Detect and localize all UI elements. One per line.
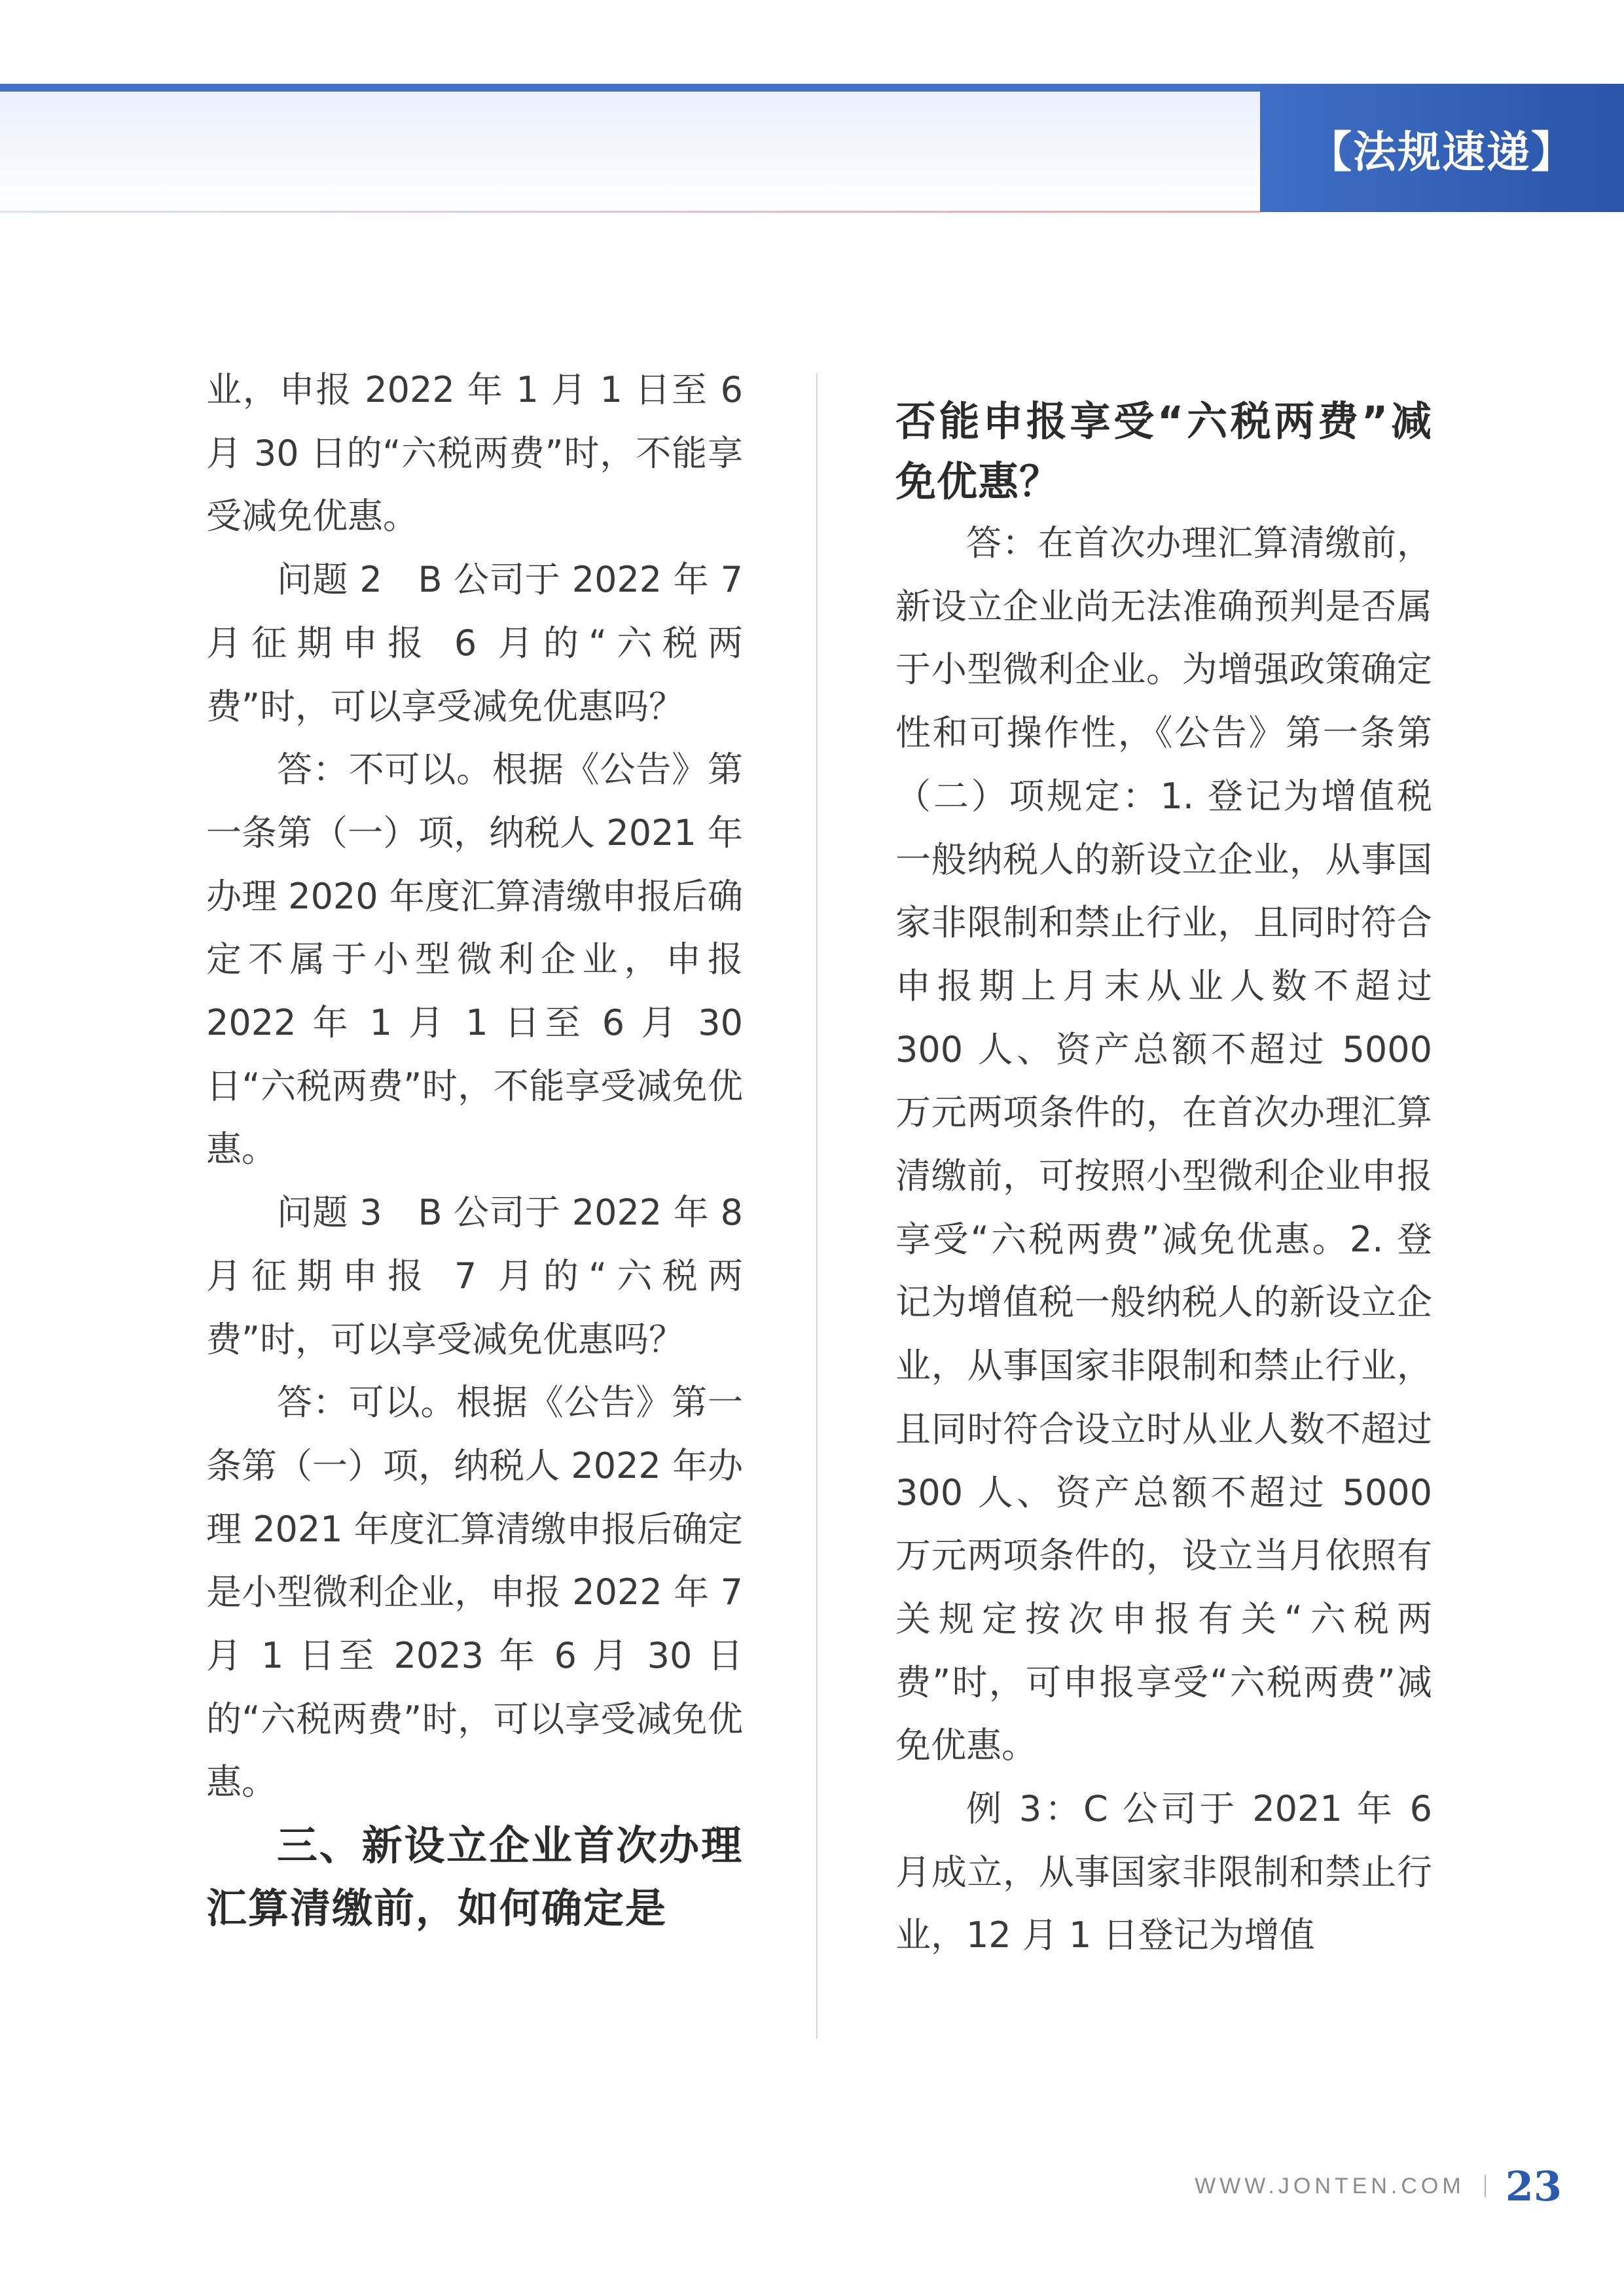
right-paragraph-1: 答：在首次办理汇算清缴前，新设立企业尚无法准确预判是否属于小型微利企业。为增强政策确定性和可操作性，《公告》第一条第（二）项规定：1. 登记为增值税一般纳税人的新设立企业，从事国家非限制和禁止行业，且同时符合申报期上月末从业人数不超过 300 人、资产总额不超过 5000 万元两项条件的，在首次办理汇算清缴前，可按照小型微利企业申报享受“六税两费”减免优惠。2. 登记为增值税一般纳税人的新设立企业，从事国家非限制和禁止行业，且同时符合设立时从业人数不超过 300 人、资产总额不超过 5000 万元两项条件的，设立当月依照有关规定按次申报有关“六税两费”时，可申报享受“六税两费”减免优惠。 bbox=[895, 522, 1432, 1767]
left-paragraph-5: 答：可以。根据《公告》第一条第（一）项，纳税人 2022 年办理 2021 年度汇算清缴申报后确定是小型微利企业，申报 2022 年 7 月 1 日至 2023 年 6 月 30 日的“六税两费”时，可以享受减免优惠。 bbox=[206, 1382, 743, 1803]
section-tag: 【法规速递】 bbox=[1308, 126, 1576, 177]
page-footer bbox=[1195, 2160, 1562, 2212]
right-paragraph-2: 例 3：C 公司于 2021 年 6 月成立，从事国家非限制和禁止行业，12 月 1 日登记为增值 bbox=[895, 1788, 1432, 1956]
website-link[interactable]: WWW.JONTEN.COM bbox=[1195, 2173, 1465, 2198]
page-number: 23 bbox=[1505, 2162, 1562, 2210]
left-paragraph-1: 业，申报 2022 年 1 月 1 日至 6 月 30 日的“六税两费”时，不能享受减免优惠。 bbox=[206, 369, 743, 537]
left-paragraph-4: 问题 3 B 公司于 2022 年 8 月征期申报 7 月的“六税两费”时，可以享受减免优惠吗？ bbox=[206, 1192, 743, 1360]
left-column bbox=[206, 359, 743, 1940]
column-divider bbox=[816, 373, 818, 2039]
footer-separator bbox=[1485, 2175, 1486, 2197]
header-band bbox=[0, 84, 1260, 220]
section-heading-3-continued: 否能申报享受“六税两费”减免优惠？ bbox=[895, 397, 1432, 505]
left-paragraph-3: 答：不可以。根据《公告》第一条第（一）项，纳税人 2021 年办理 2020 年度汇算清缴申报后确定不属于小型微利企业，申报 2022 年 1 月 1 日至 6 月 30 日“六税两费”时，不能享受减免优惠。 bbox=[206, 749, 743, 1170]
left-paragraph-2: 问题 2 B 公司于 2022 年 7 月征期申报 6 月的“六税两费”时，可以享受减免优惠吗？ bbox=[206, 559, 743, 727]
right-column bbox=[895, 391, 1432, 1967]
header-rule bbox=[0, 211, 1260, 213]
section-tag-box bbox=[1260, 84, 1624, 212]
section-heading-3: 三、新设立企业首次办理汇算清缴前，如何确定是 bbox=[206, 1821, 743, 1933]
